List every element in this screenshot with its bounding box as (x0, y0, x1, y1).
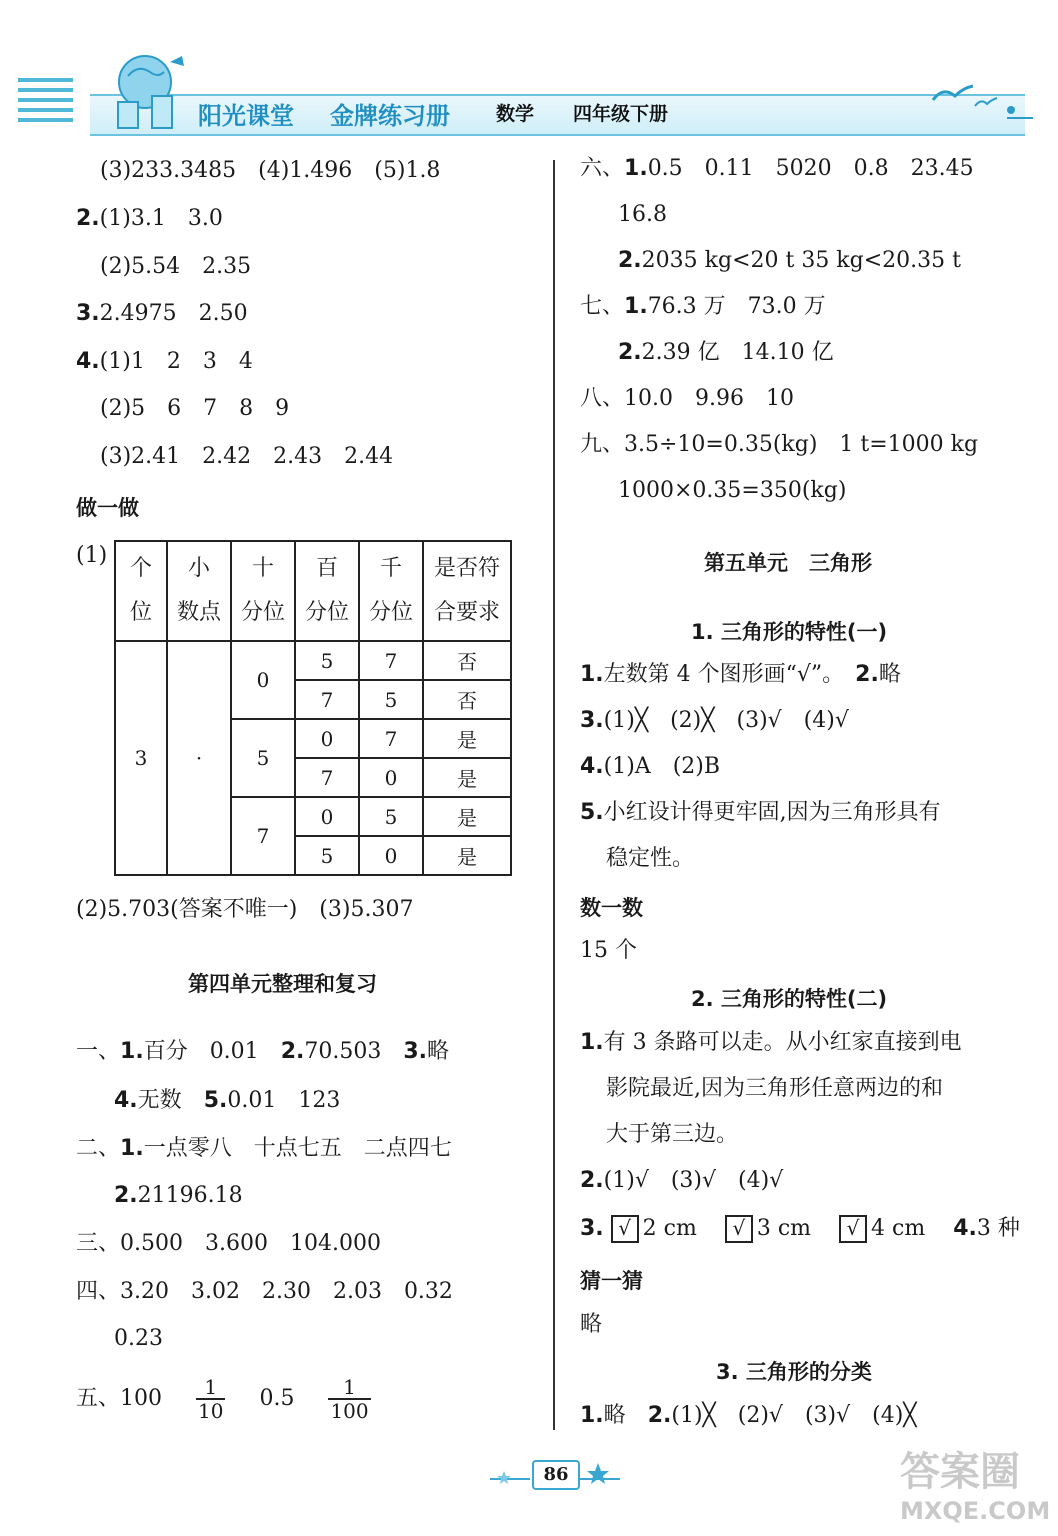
table-cell: 0 (295, 719, 359, 758)
table-cell: 7 (295, 758, 359, 797)
table-header-cell: 百 分位 (295, 541, 359, 641)
fraction: $\frac{1}{100}$ (330, 1375, 369, 1423)
answer-line (76, 300, 248, 328)
answer-line: 影院最近,因为三角形任意两边的和 (606, 1076, 943, 1101)
answer-line: (2)5 6 7 8 9 (100, 396, 290, 421)
brand-title: 阳光课堂 (198, 102, 294, 130)
item-number: 3. (76, 301, 100, 326)
answer-line: 1.略 2.(1)╳ (2)√ (3)√ (4)╳ (580, 1403, 917, 1428)
section-heading: 数一数 (580, 896, 643, 920)
answer-line: 二、1.一点零八 十点七五 二点四七 (76, 1136, 452, 1161)
table-row (115, 641, 511, 680)
table-cell: 否 (423, 641, 511, 680)
answer-line: 0.23 (114, 1326, 163, 1351)
answer-line (76, 205, 223, 233)
checkmark-box-icon: √ (611, 1215, 639, 1243)
answer-line: (2)5.54 2.35 (100, 254, 252, 279)
answer-line: 1000×0.35=350(kg) (618, 478, 847, 503)
answer-line: 七、1.76.3 万 73.0 万 (580, 294, 826, 319)
table-prefix: (1) (76, 543, 108, 568)
answer-line: 大于第三边。 (606, 1122, 739, 1147)
table-cell: 5 (359, 680, 423, 719)
answer-line-fractions: 五、100 $\frac{1}{10}$ 0.5 $\frac{1}{100}$ (76, 1375, 369, 1423)
answer-line: 四、3.20 3.02 2.30 2.03 0.32 (76, 1279, 453, 1304)
answer-line (76, 348, 253, 376)
answer-line: 5.小红设计得更牢固,因为三角形具有 (580, 800, 941, 825)
answer-line: (3)233.3485 (4)1.496 (5)1.8 (100, 158, 441, 183)
answer-line: 八、10.0 9.96 10 (580, 386, 794, 411)
table-cell: · (167, 641, 231, 875)
answer-line: 一、1.百分 0.01 2.70.503 3.略 (76, 1039, 450, 1064)
answer-line: 15 个 (580, 938, 637, 963)
table-cell: 7 (359, 641, 423, 680)
page-footer (490, 1455, 620, 1493)
answer-line: 三、0.500 3.600 104.000 (76, 1231, 381, 1256)
subject-label: 数学 (496, 103, 535, 125)
lesson-heading: 3. 三角形的分类 (716, 1360, 872, 1384)
header-stripe (18, 118, 73, 122)
watermark-text: 答案圈 (900, 1449, 1020, 1495)
answer-line: 略 (580, 1312, 603, 1337)
answer-text: (1)3.1 3.0 (99, 206, 223, 231)
answer-line: 3.(1)╳ (2)╳ (3)√ (4)√ (580, 708, 849, 733)
answer-line: 九、3.5÷10=0.35(kg) 1 t=1000 kg (580, 432, 979, 457)
answer-line-checkboxes: 3. √ 2 cm √ 3 cm √ 4 cm 4.3 种 (580, 1216, 1020, 1241)
checkmark-box-icon: √ (725, 1215, 753, 1243)
answer-line: (2)5.703(答案不唯一) (3)5.307 (76, 897, 414, 922)
answer-line: 2.2.39 亿 14.10 亿 (618, 340, 834, 365)
answer-line: 1.左数第 4 个图形画“√”。 2.略 (580, 662, 901, 687)
table-header-cell: 十 分位 (231, 541, 295, 641)
item-number: 4. (76, 349, 100, 374)
watermark-url: MXQE.COM (900, 1497, 1051, 1525)
page-number: 86 (532, 1460, 580, 1490)
answer-line: 六、1.0.5 0.11 5020 0.8 23.45 (580, 156, 974, 181)
answer-text: 2.4975 2.50 (99, 301, 248, 326)
fraction: $\frac{1}{10}$ (198, 1375, 224, 1423)
page-header (0, 0, 1058, 150)
birds-icon (925, 78, 1035, 128)
header-stripe (18, 78, 73, 82)
table-header-cell: 千 分位 (359, 541, 423, 641)
place-value-table (114, 540, 512, 876)
lesson-heading: 2. 三角形的特性(二) (691, 987, 888, 1011)
table-header-row (115, 541, 511, 641)
item-number: 2. (76, 206, 100, 231)
table-cell: 是 (423, 797, 511, 836)
answer-line: 4.无数 5.0.01 123 (114, 1088, 341, 1113)
table-cell: 5 (295, 641, 359, 680)
table-cell: 0 (295, 797, 359, 836)
header-stripe (18, 108, 73, 112)
table-cell: 7 (359, 719, 423, 758)
answer-line: 16.8 (618, 202, 667, 227)
table-header-cell: 个 位 (115, 541, 167, 641)
watermark-logo (900, 1440, 1050, 1530)
answer-line: 稳定性。 (606, 846, 695, 871)
section-heading: 猜一猜 (580, 1269, 643, 1293)
table-cell: 0 (359, 836, 423, 875)
column-divider (553, 160, 555, 1430)
grade-label: 四年级下册 (573, 103, 669, 125)
table-cell: 是 (423, 836, 511, 875)
answer-line: 2.2035 kg<20 t 35 kg<20.35 t (618, 248, 961, 273)
answer-line: 2.21196.18 (114, 1183, 243, 1208)
table-header-cell: 是否符 合要求 (423, 541, 511, 641)
table-cell: 5 (295, 836, 359, 875)
table-cell: 0 (231, 641, 295, 719)
table-cell: 5 (231, 719, 295, 797)
table-header-cell: 小 数点 (167, 541, 231, 641)
table-cell: 3 (115, 641, 167, 875)
globe-mascot-icon (100, 40, 195, 132)
answer-line: 1.有 3 条路可以走。从小红家直接到电 (580, 1030, 962, 1055)
answer-text: (1)1 2 3 4 (99, 349, 253, 374)
header-stripe (18, 88, 73, 92)
table-cell: 7 (295, 680, 359, 719)
answer-line: 2.(1)√ (3)√ (4)√ (580, 1168, 784, 1193)
unit-heading: 第四单元整理和复习 (188, 972, 377, 996)
table-cell: 5 (359, 797, 423, 836)
table-cell: 是 (423, 758, 511, 797)
answer-line: 4.(1)A (2)B (580, 754, 721, 779)
unit-heading: 第五单元 三角形 (704, 551, 872, 575)
answer-line: (3)2.41 2.42 2.43 2.44 (100, 444, 394, 469)
section-heading: 做一做 (76, 496, 139, 520)
brand-subtitle: 金牌练习册 (330, 102, 450, 130)
header-stripe (18, 98, 73, 102)
checkmark-box-icon: √ (839, 1215, 867, 1243)
table-cell: 是 (423, 719, 511, 758)
table-cell: 否 (423, 680, 511, 719)
lesson-heading: 1. 三角形的特性(一) (691, 620, 888, 644)
table-cell: 7 (231, 797, 295, 875)
table-cell: 0 (359, 758, 423, 797)
